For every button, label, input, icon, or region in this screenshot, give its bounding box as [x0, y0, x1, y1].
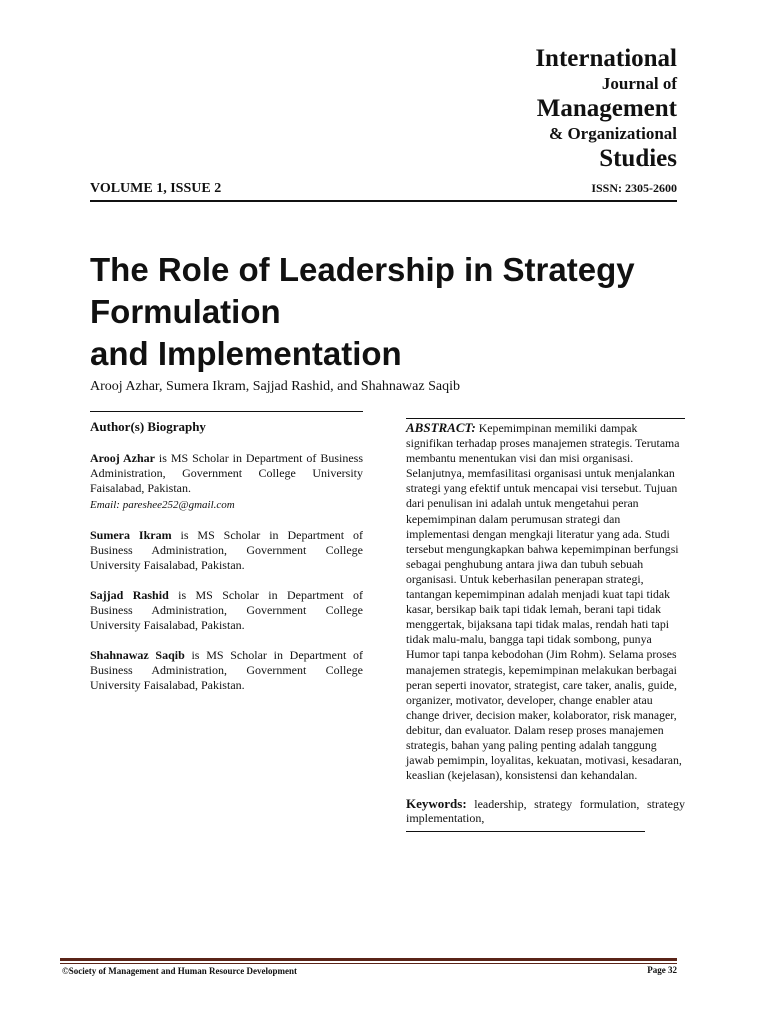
keywords [406, 797, 685, 825]
bio-text: is MS Scholar in Department of Business Administration, Government College University Faisalabad, Pakistan. [90, 528, 363, 572]
bio-text: is MS Scholar in Department of Business Administration, Government College University Faisalabad, Pakistan. [90, 451, 363, 495]
journal-name-line5: Studies [599, 145, 677, 172]
biography-column [90, 411, 363, 708]
title-line1: The Role of Leadership in Strategy [90, 251, 635, 288]
bio-text: is MS Scholar in Department of Business Administration, Government College University Faisalabad, Pakistan. [90, 588, 364, 632]
author-list: Arooj Azhar, Sumera Ikram, Sajjad Rashid, and Shahnawaz Saqib [90, 379, 460, 394]
volume-issue: VOLUME 1, ISSUE 2 [90, 181, 222, 196]
bio-entry [90, 451, 363, 513]
bio-author-name: Sajjad Rashid [90, 588, 169, 602]
bio-author-name: Shahnawaz Saqib [90, 648, 185, 662]
journal-masthead [535, 44, 677, 173]
keywords-text: leadership, strategy formulation, strategy implementation, [406, 797, 685, 826]
biography-heading: Author(s) Biography [90, 419, 206, 434]
bio-entry [90, 588, 363, 633]
title-line3: and Implementation [90, 335, 402, 372]
bio-text: is MS Scholar in Department of Business Administration, Government College University Faisalabad, Pakistan. [90, 648, 364, 692]
abstract-text: Kepemimpinan memiliki dampak signifikan terhadap proses manajemen strategis. Terutama membantu menentukan visi dan misi organisasi. Selanjutnya, memfasilitasi organisasi untuk menjalankan strategi yang efektif untuk mencapai visi tersebut. Tujuan dari penulisan ini adalah untuk mengetahui peran kepemimpinan dalam perumusan strategi dan implementasi dengan mengkaji literatur yang ada. Studi tersebut mengungkapkan bahwa kepemimpinan berfungsi sebagai penghubung antara jiwa dan tubuh sebuah organisasi. Untuk keberhasilan penerapan strategi, tantangan kepemimpinan adalah menjadi kuat tapi tidak kasar, bersikap baik tapi tidak lemah, berani tapi tidak menggertak, bijaksana tapi tidak malas, rendah hati tapi tidak malu-malu, bangga tapi tidak sombong, punya Humor tapi tanpa kebodohan (Jim Rohm). Selama proses manajemen strategis, kepemimpinan melakukan berbagai peran seperti inovator, strategist, care taker, analis, guide, organizer, motivator, developer, change enabler atau change driver, decision maker, kolaborator, risk manager, debitur, dan evaluator. Dalam resep proses manajemen strategis, bahan yang paling penting adalah tanggung jawab pemimpin, loyalitas, kekuatan, motivasi, kesadaran, keaslian (kejelasan), konsistensi dan kehandalan. [406, 421, 682, 783]
bio-entry [90, 528, 363, 573]
journal-name-line4: & Organizational [549, 124, 677, 143]
title-line2: Formulation [90, 293, 281, 330]
journal-name-line3: Management [536, 95, 677, 122]
footer-copyright: ©Society of Management and Human Resource Development [62, 966, 298, 976]
issn: ISSN: 2305-2600 [591, 181, 677, 195]
journal-name-line1: International [535, 45, 677, 72]
bio-author-name: Arooj Azhar [90, 451, 156, 465]
bio-author-name: Sumera Ikram [90, 528, 172, 542]
abstract-label: ABSTRACT: [406, 420, 476, 435]
author-email: Email: pareshee252@gmail.com [90, 499, 235, 511]
paper-title [90, 249, 710, 375]
abstract-column [406, 418, 685, 832]
bio-entry [90, 648, 363, 693]
volume-issn-row [90, 181, 677, 202]
abstract [406, 420, 685, 783]
keywords-label: Keywords: [406, 796, 467, 812]
journal-name-line2: Journal of [601, 74, 677, 93]
page-number: Page 32 [647, 965, 677, 975]
footer-divider [60, 958, 677, 964]
keywords-divider [406, 831, 645, 832]
